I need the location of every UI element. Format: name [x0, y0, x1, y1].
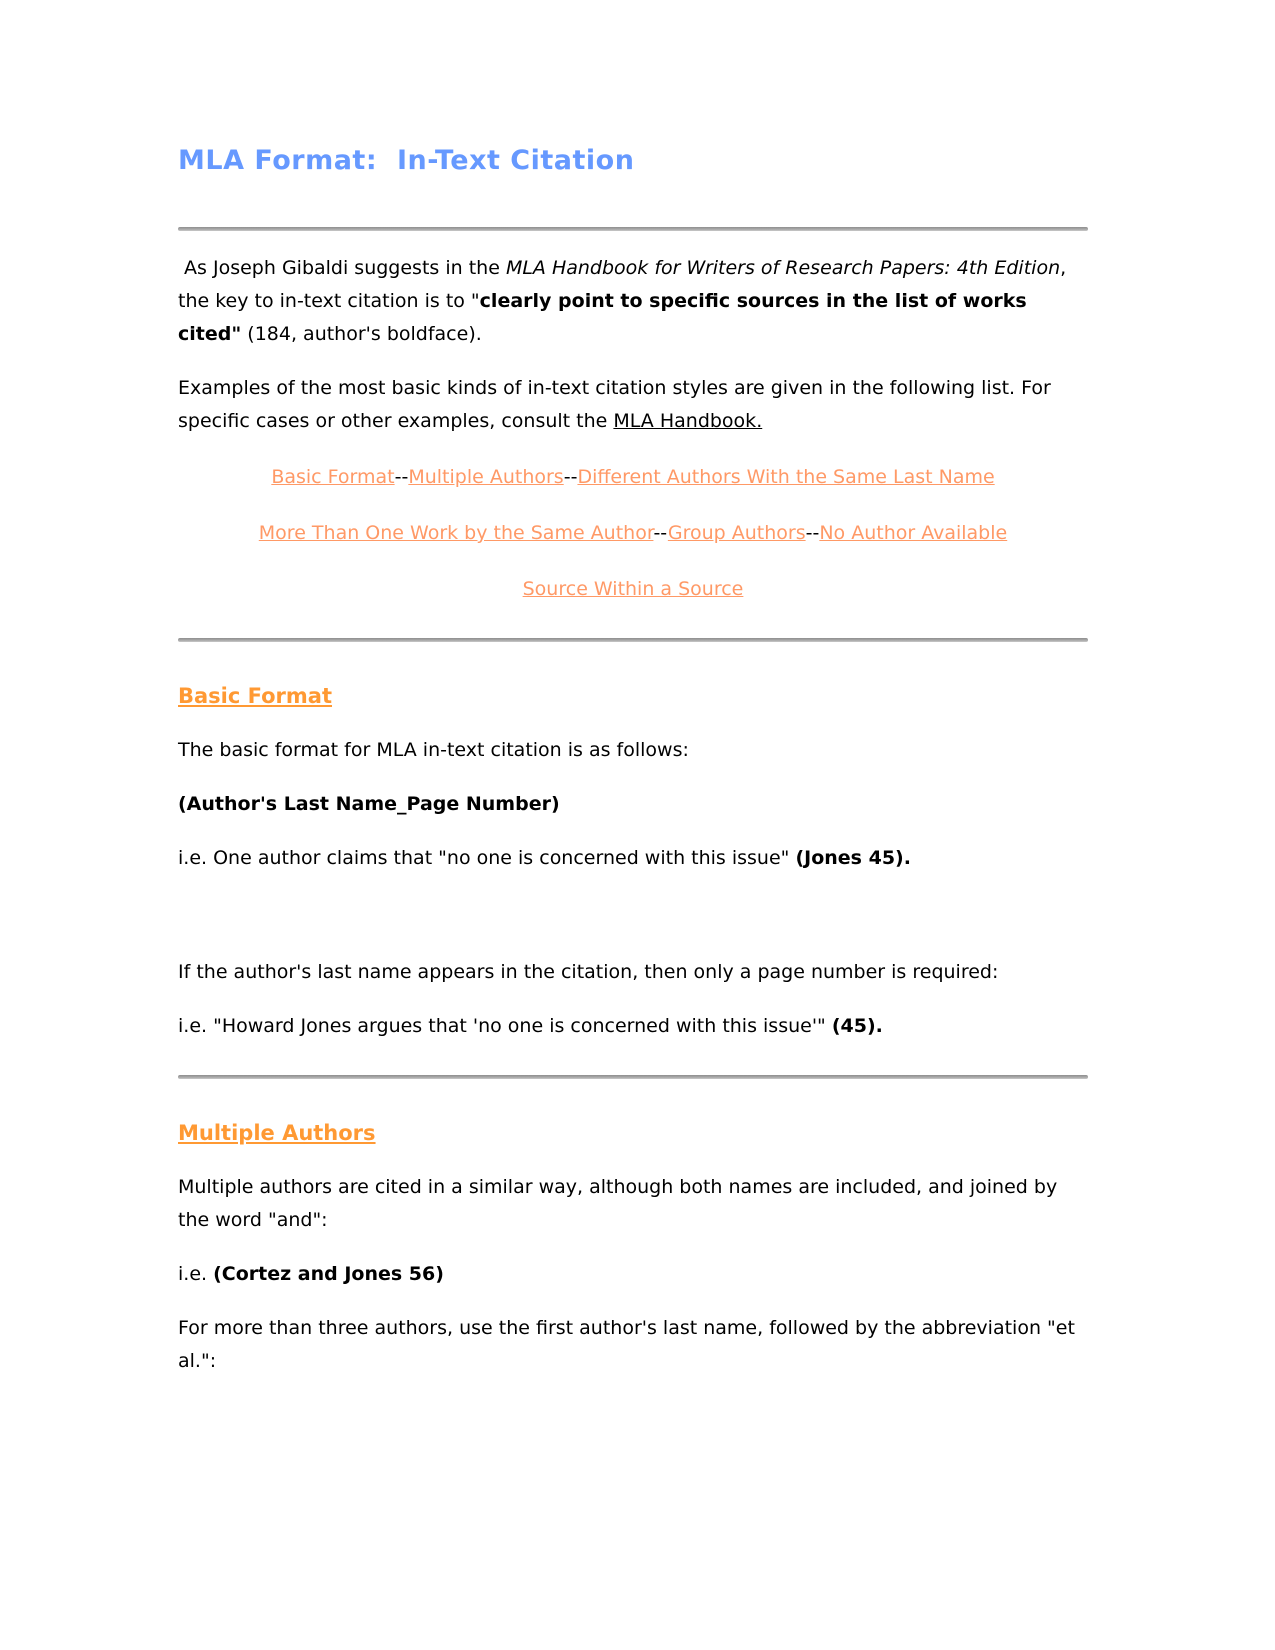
- text-run: i.e. "Howard Jones argues that 'no one is concerned with this issue'": [178, 1015, 832, 1037]
- mla-handbook-underline: MLA Handbook.: [613, 410, 763, 432]
- basic-format-example-2: [178, 1010, 1088, 1043]
- basic-format-pattern: (Author's Last Name_Page Number): [178, 793, 560, 815]
- text-run: As Joseph Gibaldi suggests in the: [178, 257, 506, 279]
- bold-quote: clearly point to specific sources in the list of works cited": [178, 290, 1027, 345]
- text-run: Examples of the most basic kinds of in-text citation styles are given in the following list. For specific cases or other examples, consult the: [178, 377, 1051, 432]
- text-run: (184, author's boldface).: [241, 323, 482, 345]
- link-group-authors[interactable]: Group Authors: [667, 522, 806, 544]
- link-source-within-a-source[interactable]: Source Within a Source: [522, 578, 744, 600]
- link-no-author-available[interactable]: No Author Available: [819, 522, 1008, 544]
- multiple-authors-intro: Multiple authors are cited in a similar way, although both names are included, and joined by the word "and":: [178, 1176, 1058, 1231]
- book-title-italic: MLA Handbook for Writers of Research Papers: 4th Edition: [505, 257, 1061, 279]
- section-heading-multiple-authors: Multiple Authors: [178, 1121, 376, 1145]
- multiple-authors-note: For more than three authors, use the first author's last name, followed by the abbreviation "et al.":: [178, 1317, 1075, 1372]
- section-heading-basic-format: Basic Format: [178, 684, 333, 708]
- section-divider: [178, 227, 1088, 231]
- basic-format-example-1: [178, 842, 1088, 875]
- intro-paragraph-1: [178, 252, 1088, 351]
- multiple-authors-example: [178, 1258, 1088, 1291]
- basic-format-intro: The basic format for MLA in-text citation is as follows:: [178, 739, 689, 761]
- citation-bold: (Jones 45).: [795, 847, 911, 869]
- nav-row-3: [178, 573, 1088, 606]
- nav-row-1: [178, 461, 1088, 494]
- citation-bold: (45).: [831, 1015, 883, 1037]
- nav-separator: --: [394, 466, 409, 488]
- section-divider: [178, 638, 1088, 642]
- basic-format-note: If the author's last name appears in the citation, then only a page number is required:: [178, 961, 999, 983]
- page-title: MLA Format: In-Text Citation: [178, 145, 635, 176]
- text-run: , the key to in-text citation is to ": [178, 257, 1067, 312]
- link-more-than-one-work-same-author[interactable]: More Than One Work by the Same Author: [258, 522, 654, 544]
- nav-separator: --: [805, 522, 820, 544]
- citation-bold: (Cortez and Jones 56): [213, 1263, 444, 1285]
- link-basic-format[interactable]: Basic Format: [271, 466, 395, 488]
- text-run: i.e.: [178, 1263, 214, 1285]
- nav-separator: --: [653, 522, 668, 544]
- link-multiple-authors[interactable]: Multiple Authors: [408, 466, 564, 488]
- text-run: i.e. One author claims that "no one is concerned with this issue": [178, 847, 796, 869]
- section-divider: [178, 1075, 1088, 1079]
- nav-separator: --: [563, 466, 578, 488]
- link-different-authors-same-last-name[interactable]: Different Authors With the Same Last Name: [577, 466, 995, 488]
- nav-row-2: [178, 517, 1088, 550]
- intro-paragraph-2: [178, 372, 1088, 438]
